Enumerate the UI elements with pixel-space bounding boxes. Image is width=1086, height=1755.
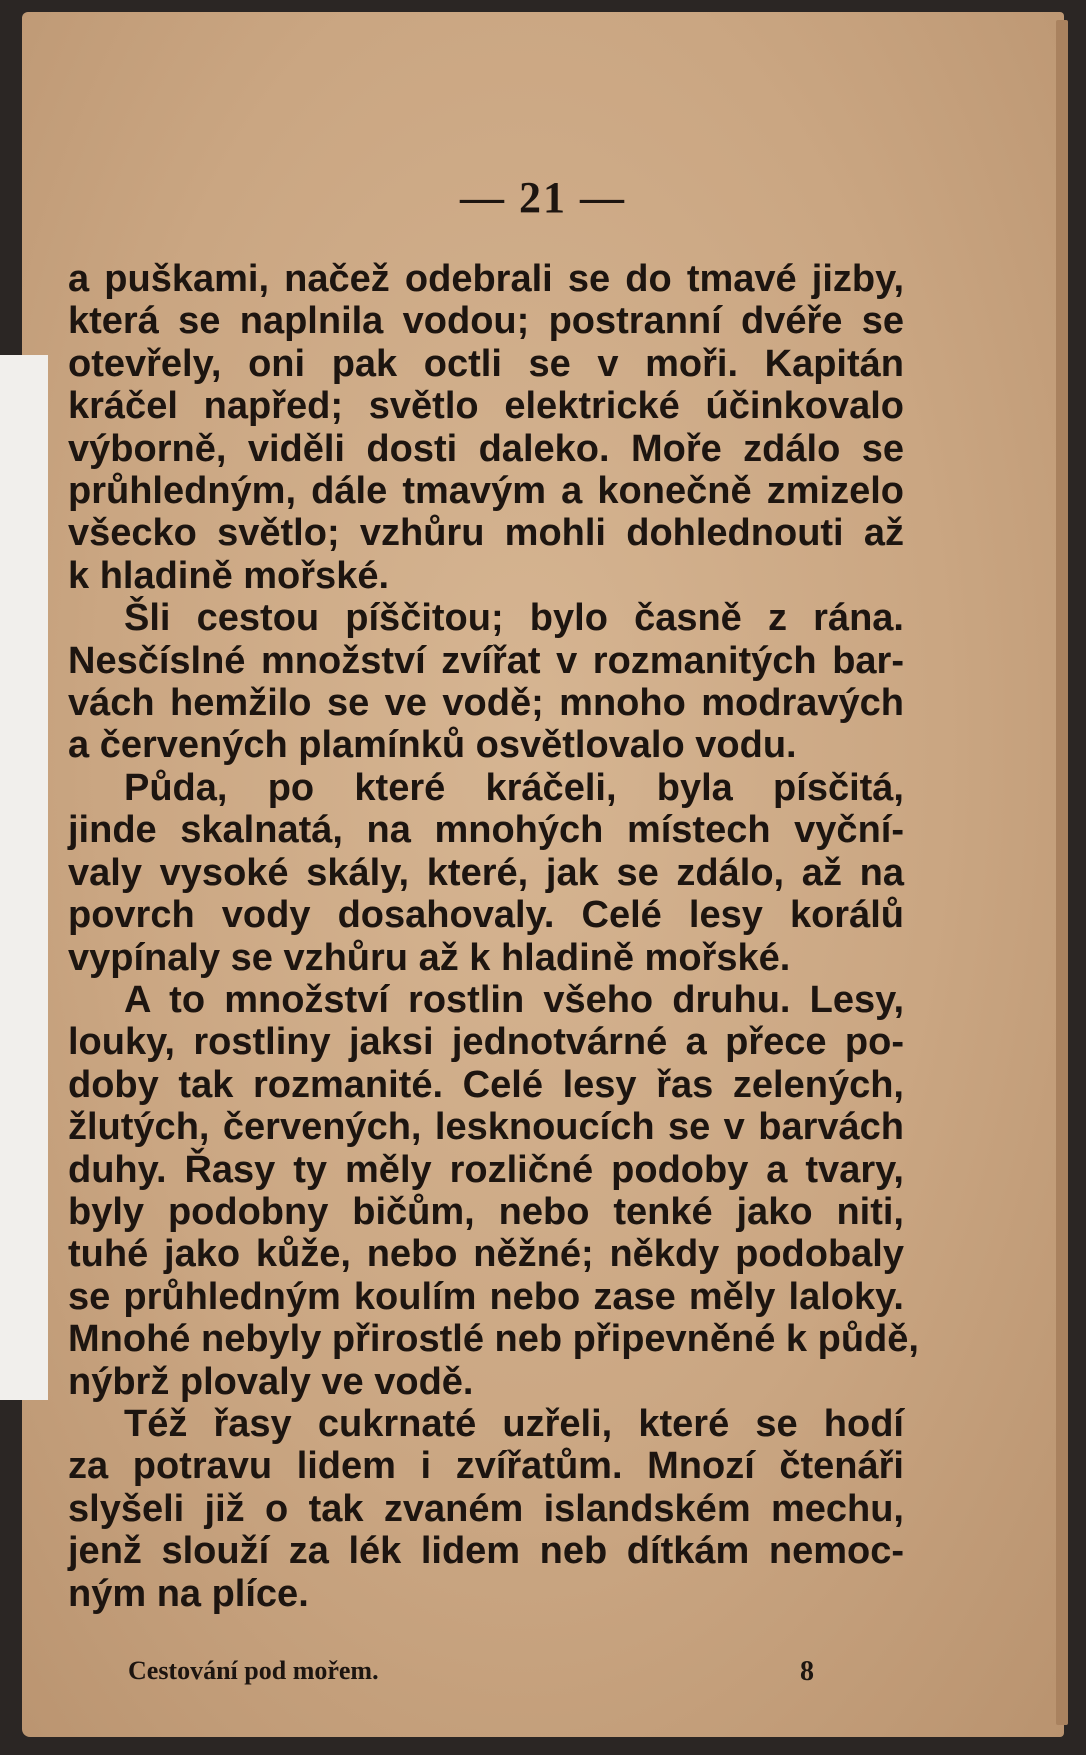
- signature-mark: 8: [800, 1656, 814, 1687]
- page-number: — 21 —: [460, 173, 626, 222]
- text-line: nýbrž plovaly ve vodě.: [68, 1360, 474, 1403]
- body-text: [68, 258, 919, 1615]
- text-line: slyšeli již o tak zvaném islandském mechu,: [68, 1487, 904, 1530]
- text-line: výborně, viděli dosti daleko. Moře zdálo se: [68, 427, 904, 470]
- page-footer: [128, 1656, 814, 1686]
- text-line: Půda, po které kráčeli, byla písčitá,: [124, 766, 904, 809]
- text-line: otevřely, oni pak octli se v moři. Kapitán: [68, 342, 904, 385]
- text-line: Nesčíslné množství zvířat v rozmanitých bar-: [68, 639, 904, 682]
- text-line: Mnohé nebyly přirostlé neb připevněné k půdě,: [68, 1318, 919, 1361]
- text-line: za potravu lidem i zvířatům. Mnozí čtenáři: [68, 1445, 904, 1488]
- text-line: a červených plamínků osvětlovalo vodu.: [68, 724, 797, 767]
- text-line: A to množství rostlin všeho druhu. Lesy,: [124, 978, 904, 1021]
- text-line: Též řasy cukrnaté uzřeli, které se hodí: [124, 1402, 904, 1445]
- text-line: k hladině mořské.: [68, 554, 390, 597]
- text-line: byly podobny bičům, nebo tenké jako niti,: [68, 1190, 904, 1233]
- text-line: vách hemžilo se ve vodě; mnoho modravých: [68, 682, 904, 725]
- text-line: louky, rostliny jaksi jednotvárné a přece po-: [68, 1021, 904, 1064]
- running-title: Cestování pod mořem.: [128, 1656, 379, 1685]
- binding-strip: [0, 355, 48, 1400]
- text-line: se průhledným koulím nebo zase měly laloky.: [68, 1275, 904, 1318]
- text-line: povrch vody dosahovaly. Celé lesy korálů: [68, 894, 904, 937]
- text-line: jinde skalnatá, na mnohých místech vyční-: [68, 809, 904, 852]
- text-line: duhy. Řasy ty měly rozličné podoby a tvary,: [68, 1148, 904, 1191]
- text-line: tuhé jako kůže, nebo něžné; někdy podobaly: [68, 1233, 904, 1276]
- text-line: valy vysoké skály, které, jak se zdálo, až na: [68, 851, 904, 894]
- text-line: všecko světlo; vzhůru mohli dohlednouti až: [68, 512, 904, 555]
- text-line: vypínaly se vzhůru až k hladině mořské.: [68, 936, 791, 979]
- text-line: doby tak rozmanité. Celé lesy řas zelených,: [68, 1063, 904, 1106]
- text-line: ným na plíce.: [68, 1572, 309, 1615]
- text-line: jenž slouží za lék lidem neb dítkám nemoc-: [68, 1530, 904, 1573]
- text-line: a puškami, načež odebrali se do tmavé jizby,: [68, 258, 904, 300]
- text-line: která se naplnila vodou; postranní dvéře se: [68, 300, 904, 343]
- text-line: žlutých, červených, lesknoucích se v barvách: [68, 1106, 904, 1149]
- text-line: kráčel napřed; světlo elektrické účinkovalo: [68, 385, 904, 428]
- text-line: Šli cestou píščitou; bylo časně z rána.: [124, 597, 904, 640]
- text-line: průhledným, dále tmavým a konečně zmizelo: [68, 470, 904, 513]
- page-edge: [1056, 20, 1068, 1725]
